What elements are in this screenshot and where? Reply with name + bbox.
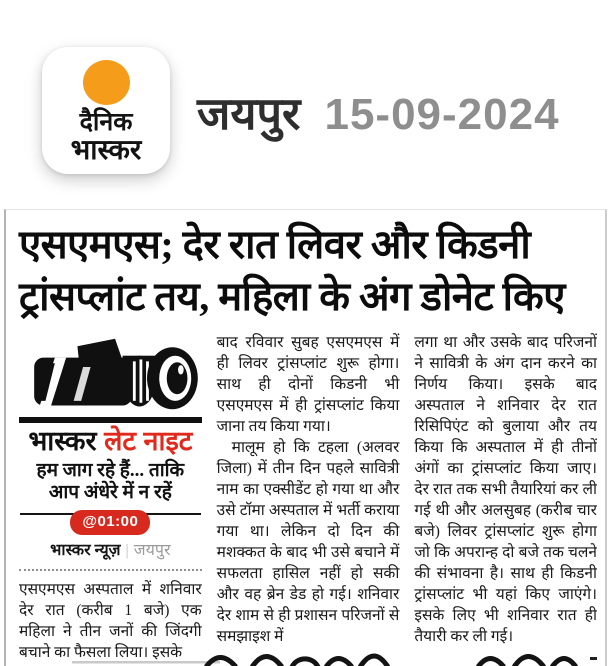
brand-red-part: लेट नाइट	[104, 426, 193, 457]
newspaper-logo-card	[42, 47, 170, 174]
headline-line1: एसएमएस; देर रात लिवर और किडनी	[19, 222, 531, 267]
byline-city: जयपुर	[133, 541, 171, 559]
article-paragraph: लगा था और उसके बाद परिजनों ने सावित्री के अंग दान करने का निर्णय किया। इसके बाद अस्पताल ने शनिवार देर रात रिसिपिएंट को बुलाया और तय किया कि अस्पताल में ही तीनों अंगों का ट्रांसप्लांट किया जाए। देर रात तक सभी तैयारियां कर ली गई थी और अलसुबह (करीब चार बजे) लिवर ट्रांसप्लांट शुरू होगा जो कि अपरान्ह दो बजे तक चलने की संभावना है। साथ ही किडनी ट्रांसप्लांट भी यहां किए जाएंगे। इसके लिए भी शनिवार रात ही तैयारी कर ली गई।	[414, 334, 597, 646]
sun-dot-icon	[83, 60, 130, 105]
camera-illustration	[19, 332, 202, 420]
edition-city-label: जयपुर	[197, 88, 301, 139]
promo-tagline	[19, 460, 202, 504]
tagline-line1: हम जाग रहे हैं... ताकि	[36, 459, 185, 481]
camera-icon	[21, 332, 200, 414]
logo-title-line2: भास्कर	[70, 133, 142, 165]
column-1-text	[19, 579, 202, 661]
time-badge: @01:00	[70, 510, 150, 535]
promo-brand-title	[19, 427, 202, 455]
article-headline	[19, 219, 597, 322]
headline-line2: ट्रांसप्लांट तय, महिला के अंग डोनेट किए	[19, 273, 565, 319]
next-headline-partial	[20, 653, 597, 666]
dotted-divider	[19, 569, 202, 571]
article-column-2	[217, 332, 400, 660]
article-column-1	[19, 332, 202, 660]
partial-glyphs-icon	[20, 653, 597, 666]
news-clipping	[4, 209, 607, 666]
byline	[19, 540, 202, 561]
tagline-line2: आप अंधेरे में न रहें	[48, 481, 172, 503]
article-paragraph: मालूम हो कि टहला (अलवर जिला) में तीन दिन पहले सावित्री नाम का एक्सीडेंट हो गया था और उसे टॉमा अस्पताल में भर्ती कराया गया था। लेकिन दो दिन की मशक्कत के बाद भी उसे बचाने में सफलता हासिल नहीं हो सकी और वह ब्रेन डेड हो गई। शनिवार देर शाम से ही प्रशासन परिजनों से समझाइश में	[216, 439, 400, 646]
time-badge-row	[19, 510, 202, 534]
article-paragraph: एसएमएस अस्पताल में शनिवार देर रात (करीब 1 बजे) एक महिला ने तीन जनों की जिंदगी बचाने का फैसला लिया। इसके	[19, 580, 202, 661]
column-3-text	[414, 332, 597, 647]
masthead-row	[197, 82, 560, 143]
brand-black-part: भास्कर	[28, 426, 97, 457]
column-2-text	[217, 332, 400, 647]
article-column-3	[414, 332, 597, 660]
edition-date-label: 15-09-2024	[324, 90, 560, 139]
article-paragraph: बाद रविवार सुबह एसएमएस में ही लिवर ट्रांसप्लांट शुरू होगा। साथ ही दोनों किडनी भी एसएमएस में ही ट्रांसप्लांट किया जाना तय किया गया।	[216, 334, 400, 436]
byline-source: भास्कर न्यूज़	[50, 541, 121, 559]
newspaper-logo-title	[71, 110, 142, 164]
article-columns	[19, 332, 597, 660]
bhaskar-late-night-promo	[19, 332, 202, 570]
byline-separator: |	[125, 541, 129, 559]
logo-title-line1: दैनिक	[79, 108, 133, 136]
